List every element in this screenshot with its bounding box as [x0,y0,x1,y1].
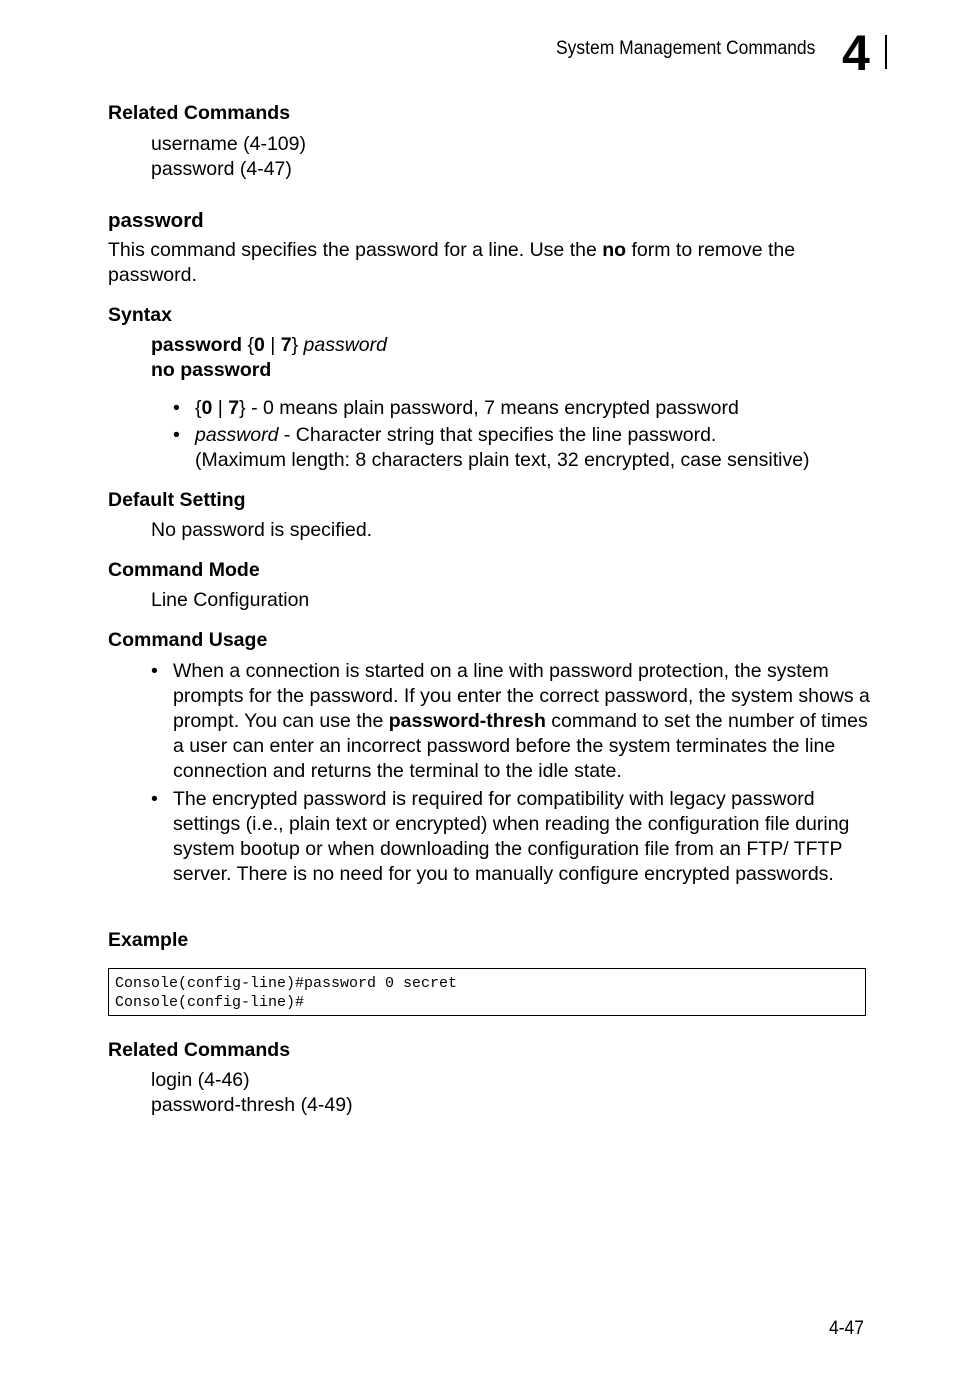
bullet-marker: • [173,397,180,419]
running-header-title: System Management Commands [556,38,816,59]
syntax-param-password: password - Character string that specifies the line password. [195,424,717,446]
related-commands-heading: Related Commands [108,102,291,124]
default-setting-text: No password is specified. [151,519,373,541]
example-code-line: Console(config-line)# [115,994,305,1011]
syntax-heading: Syntax [108,304,172,326]
bullet-marker: • [151,788,158,810]
default-setting-heading: Default Setting [108,489,246,511]
chapter-divider [885,35,887,69]
syntax-line: password {0 | 7} password [151,334,387,356]
example-heading: Example [108,929,189,951]
related-command-link[interactable]: password (4-47) [151,158,292,180]
syntax-no-form: no password [151,359,272,381]
command-usage-heading: Command Usage [108,629,268,651]
syntax-param-note: (Maximum length: 8 characters plain text, 32 encrypted, case sensitive) [195,449,810,471]
related-commands-heading: Related Commands [108,1039,291,1061]
command-usage-item: When a connection is started on a line with password protection, the system prompts for the password. If you enter the correct password, the system shows a prompt. You can use the password-thresh command to set the number of times a user can enter an incorrect password before the system terminates the line connection and returns the terminal to the idle state. [173,660,870,782]
bullet-marker: • [151,660,158,682]
command-title: password [108,209,204,232]
page-number: 4-47 [829,1318,864,1339]
command-usage-item: The encrypted password is required for compatibility with legacy password settings (i.e., plain text or encrypted) when reading the configuration file during system bootup or when downloading the configuration file from an FTP/ TFTP server. There is no need for you to manually configure encrypted passwords. [173,788,850,885]
related-command-link[interactable]: username (4-109) [151,133,306,155]
example-code-line: Console(config-line)#password 0 secret [115,975,458,992]
bullet-marker: • [173,424,180,446]
command-description: This command specifies the password for a line. Use the no form to remove the password. [108,239,796,286]
command-mode-heading: Command Mode [108,559,260,581]
chapter-number: 4 [842,25,870,81]
command-mode-text: Line Configuration [151,589,310,611]
related-command-link[interactable]: login (4-46) [151,1069,250,1091]
syntax-param-option: {0 | 7} - 0 means plain password, 7 means encrypted password [195,397,739,419]
related-command-link[interactable]: password-thresh (4-49) [151,1094,353,1116]
